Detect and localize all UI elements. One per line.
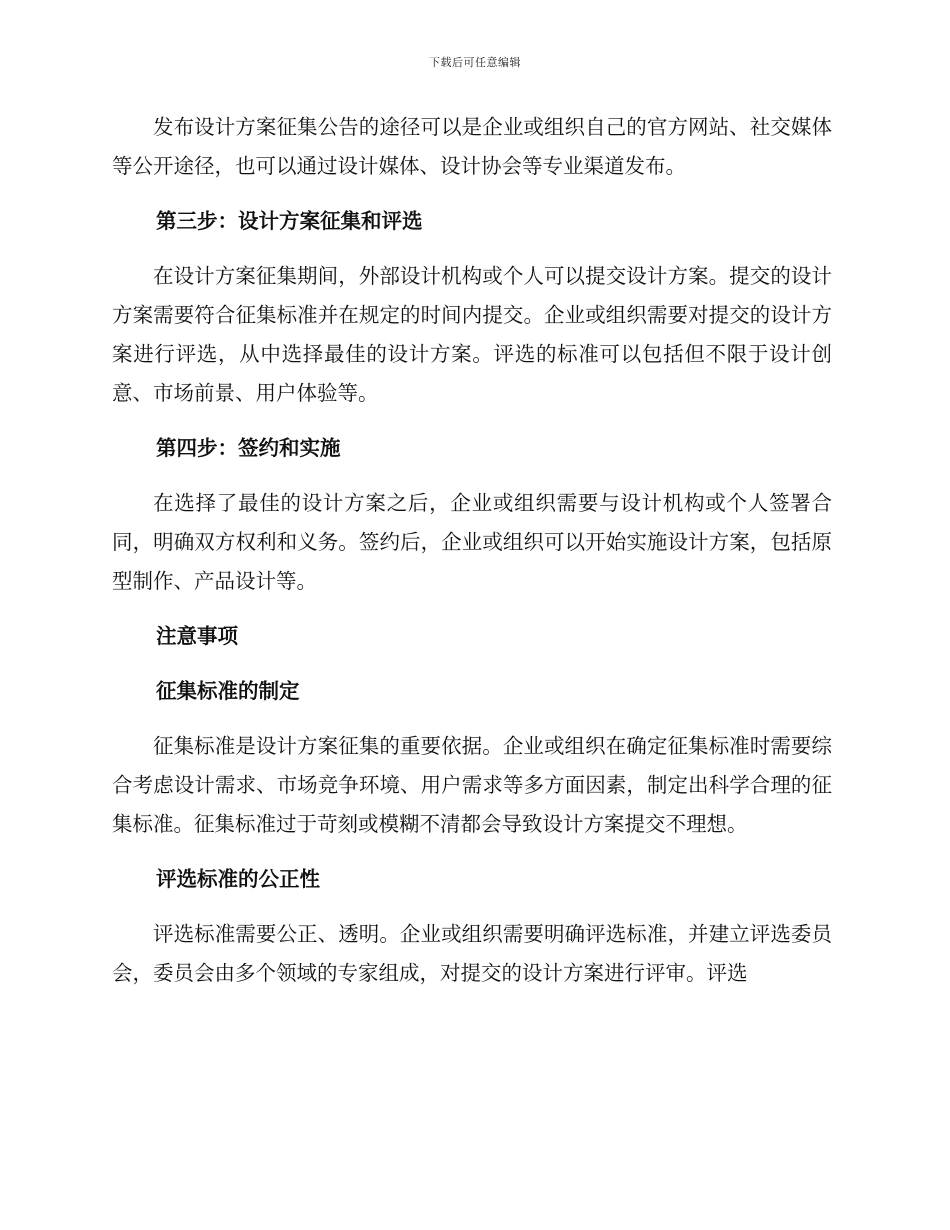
page-header: 下载后可任意编辑 — [429, 56, 521, 69]
paragraph-collection-criteria: 征集标准是设计方案征集的重要依据。企业或组织在确定征集标准时需要综合考虑设计需求、市场竞争环境、用户需求等多方面因素，制定出科学合理的征集标准。征集标准过于苛刻或模糊不清都会导致设计方案提交不理想。 — [112, 734, 832, 836]
paragraph-selection-fairness: 评选标准需要公正、透明。企业或组织需要明确评选标准，并建立评选委员会，委员会由多个领域的专家组成，对提交的设计方案进行评审。评选 — [112, 922, 832, 985]
heading-selection-fairness: 评选标准的公正性 — [156, 867, 320, 891]
paragraph-collection-and-selection: 在设计方案征集期间，外部设计机构或个人可以提交设计方案。提交的设计方案需要符合征集标准并在规定的时间内提交。企业或组织需要对提交的设计方案进行评选，从中选择最佳的设计方案。评选的标准可以包括但不限于设计创意、市场前景、用户体验等。 — [112, 264, 832, 405]
paragraph-publishing-channels: 发布设计方案征集公告的途径可以是企业或组织自己的官方网站、社交媒体等公开途径，也可以通过设计媒体、设计协会等专业渠道发布。 — [112, 115, 832, 178]
paragraph-contract-and-implementation: 在选择了最佳的设计方案之后，企业或组织需要与设计机构或个人签署合同，明确双方权利和义务。签约后，企业或组织可以开始实施设计方案，包括原型制作、产品设计等。 — [112, 491, 832, 593]
heading-notes: 注意事项 — [156, 624, 238, 648]
heading-collection-criteria: 征集标准的制定 — [156, 679, 300, 703]
heading-step-four: 第四步：签约和实施 — [156, 436, 341, 460]
document-body — [112, 108, 832, 1009]
heading-step-three: 第三步：设计方案征集和评选 — [156, 209, 423, 233]
